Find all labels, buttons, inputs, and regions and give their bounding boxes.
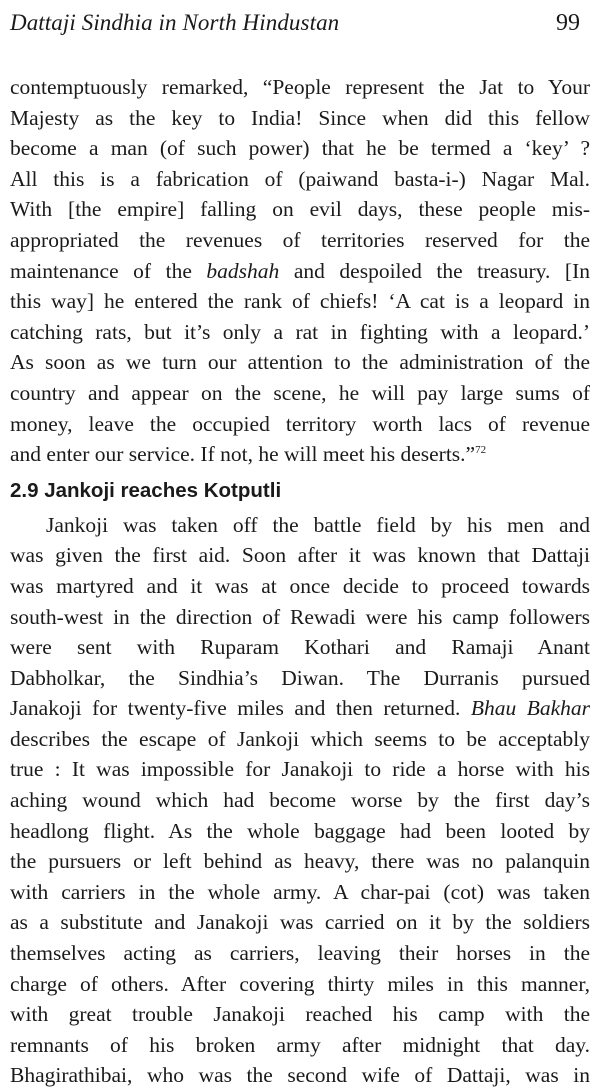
text-fragment: and despoiled the treasury. [In (279, 258, 590, 283)
text-line: Majesty as the key to India! Since when did this fellow (10, 105, 590, 130)
book-page (10, 10, 590, 1088)
text-line: charge of others. After covering thirty miles in this manner, (10, 971, 590, 996)
text-line: themselves acting as carriers, leaving their horses in the (10, 941, 590, 966)
text-line: contemptuously remarked, “People represent the Jat to Your (10, 75, 590, 99)
text-line: country and appear on the scene, he will pay large sums of (10, 380, 590, 405)
text-line (10, 693, 590, 724)
running-title: Dattaji Sindhia in North Hindustan (10, 10, 340, 35)
text-line: Bhagirathibai, who was the second wife of Dattaji, was in (10, 1063, 590, 1088)
text-line (10, 256, 590, 287)
italic-term-badshah: badshah (206, 258, 280, 283)
text-line (10, 439, 590, 470)
text-line: become a man (of such power) that he be termed a ‘key’ ? (10, 136, 590, 161)
text-line: aching wound which had become worse by the first day’s (10, 788, 590, 813)
italic-term-bhau-bakhar: Bhau Bakhar (470, 696, 590, 721)
paragraph-quote (10, 72, 590, 470)
text-line: as a substitute and Janakoji was carried on it by the soldiers (10, 910, 590, 935)
text-fragment: maintenance of the (10, 258, 207, 283)
text-line: Jankoji was taken off the battle field by his men and (46, 512, 590, 537)
text-line: was martyred and it was at once decide to proceed towards (10, 573, 590, 598)
text-line: headlong flight. As the whole baggage had been looted by (10, 818, 590, 843)
text-line: describes the escape of Jankoji which seems to be acceptably (10, 726, 590, 751)
text-line: this way] he entered the rank of chiefs! ‘A cat is a leopard in (10, 289, 590, 314)
paragraph-body (10, 510, 590, 1091)
text-line: south-west in the direction of Rewadi were his camp followers (10, 604, 590, 629)
running-head (10, 10, 590, 50)
text-line: the pursuers or left behind as heavy, there was no palanquin (10, 849, 590, 874)
text-line: true : It was impossible for Janakoji to ride a horse with his (10, 757, 590, 782)
text-line: All this is a fabrication of (paiwand basta-i-) Nagar Mal. (10, 166, 590, 191)
text-line: As soon as we turn our attention to the administration of the (10, 350, 590, 375)
text-line: appropriated the revenues of territories reserved for the (10, 227, 590, 252)
text-line: with great trouble Janakoji reached his camp with the (10, 1002, 590, 1027)
text-line: Dabholkar, the Sindhia’s Diwan. The Durranis pursued (10, 665, 590, 690)
page-number: 99 (556, 10, 580, 36)
text-fragment: and enter our service. If not, he will meet his deserts.” (10, 442, 476, 467)
text-line: money, leave the occupied territory worth lacs of revenue (10, 411, 590, 436)
section-heading: 2.9 Jankoji reaches Kotputli (10, 478, 282, 502)
text-line: with carriers in the whole army. A char-pai (cot) was taken (10, 879, 590, 904)
text-line: was given the first aid. Soon after it was known that Dattaji (10, 543, 590, 568)
text-line: were sent with Ruparam Kothari and Ramaji Anant (10, 635, 590, 660)
text-line: remnants of his broken army after midnight that day. (10, 1032, 590, 1057)
text-line: With [the empire] falling on evil days, these people mis- (10, 197, 590, 222)
footnote-reference: 72 (475, 443, 487, 456)
text-fragment: Janakoji for twenty-five miles and then returned. (10, 696, 471, 721)
text-line: catching rats, but it’s only a rat in fighting with a leopard.’ (10, 319, 590, 344)
